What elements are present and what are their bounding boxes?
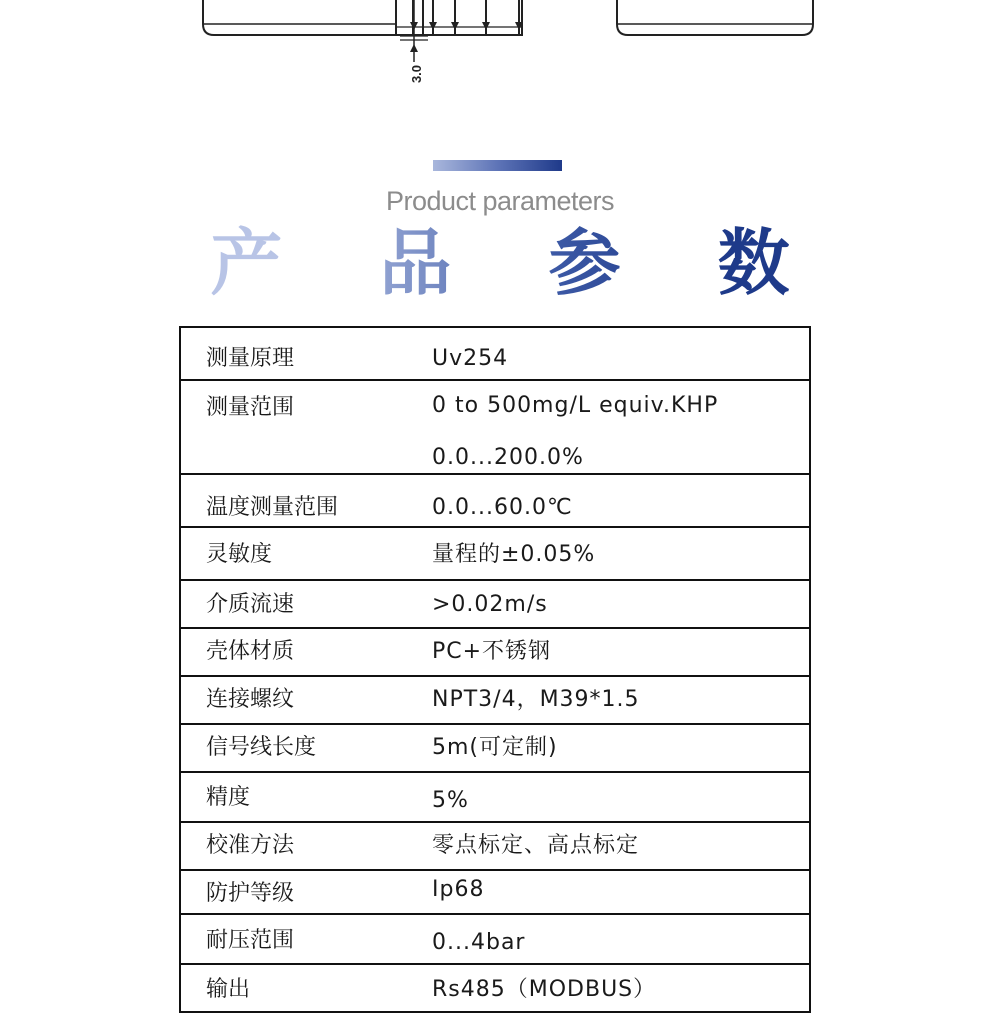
table-row [180,772,810,822]
param-label: 信号线长度 [180,724,432,772]
param-label: 壳体材质 [180,628,432,676]
dimension-label: 3.0 [409,64,424,84]
param-label: 输出 [180,964,432,1012]
param-label: 测量范围 [180,380,432,474]
param-label: 防护等级 [180,870,432,914]
param-label: 测量原理 [180,327,432,380]
param-label: 连接螺纹 [180,676,432,724]
param-value: 0...4bar [432,914,810,964]
param-value: 0.0...60.0℃ [432,474,810,527]
table-row [180,580,810,628]
param-value: PC+不锈钢 [432,628,810,676]
table-row [180,914,810,964]
section-subtitle: Product parameters [385,186,615,216]
section-title: 产 品 参 数 [0,220,1000,306]
param-value: >0.02m/s [432,580,810,628]
table-row [180,527,810,580]
dimension-drawing [0,0,1000,100]
param-value: Ip68 [432,870,810,914]
param-label: 温度测量范围 [180,474,432,527]
table-row [180,964,810,1012]
table-row [180,676,810,724]
accent-bar [433,160,562,171]
param-value: Uv254 [432,327,810,380]
table-row [180,474,810,527]
param-label: 灵敏度 [180,527,432,580]
param-value: 量程的±0.05% [432,527,810,580]
param-label: 校准方法 [180,822,432,870]
param-value: NPT3/4，M39*1.5 [432,676,810,724]
param-label: 耐压范围 [180,914,432,964]
table-row [180,822,810,870]
param-value: 5m(可定制) [432,724,810,772]
param-value: Rs485（MODBUS） [432,964,810,1012]
table-row [180,327,810,380]
param-value: 零点标定、高点标定 [432,822,810,870]
param-label: 精度 [180,772,432,822]
parameters-table [179,326,811,1013]
table-row [180,870,810,914]
drawing-lines [0,0,1000,100]
param-label: 介质流速 [180,580,432,628]
table-row [180,628,810,676]
param-value: 5% [432,772,810,822]
param-value: 0 to 500mg/L equiv.KHP 0.0...200.0% [432,380,810,474]
table-row [180,380,810,474]
table-row [180,724,810,772]
